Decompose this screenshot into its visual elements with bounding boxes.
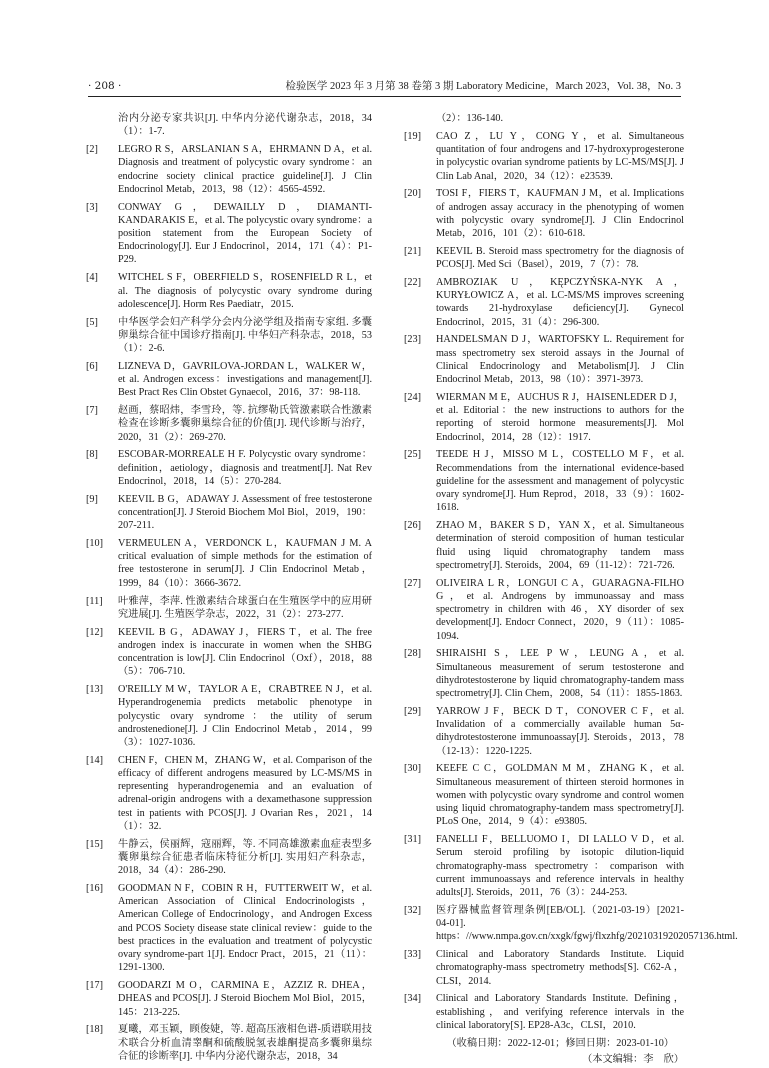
reference-text: Clinical and Laboratory Standards Institute. Liquid chromatography-mass spectrometry methods[S]. C62-A，CLSI，2014.	[436, 949, 684, 987]
reference-text: KEEVIL B G，ADAWAY J，FIERS T，et al. The free androgen index is inaccurate in women when the SHBG concentration is low[J]. Clin Endocrinol（Oxf），2018，88（5）：706-710.	[118, 626, 372, 678]
reference-entry	[404, 276, 684, 329]
reference-entry	[404, 333, 684, 386]
reference-entry	[86, 271, 372, 311]
reference-entry	[86, 838, 372, 878]
reference-entry	[404, 391, 684, 444]
reference-text: 叶雅萍，李萍. 性激素结合球蛋白在生殖医学中的应用研究进展[J]. 生殖医学杂志，2022，31（2）：273-277.	[118, 595, 372, 620]
reference-number: [31]	[404, 834, 421, 846]
received-revised-dates: （收稿日期：2022-12-01；修回日期：2023-01-10）	[446, 1037, 674, 1049]
reference-text: TOSI F，FIERS T，KAUFMAN J M，et al. Implications of androgen assay accuracy in the phenotyping of women with polycystic ovary syndrome[J]. J Clin Endocrinol Metab，2016，101（2）：610-618.	[436, 188, 684, 239]
reference-text: SHIRAISHI S，LEE P W，LEUNG A，et al. Simultaneous measurement of serum testosterone and dihydrotestosterone by liquid chromatography-tandem mass spectrometry[J]. Clin Chem，2008，54（11）：1855-1863.	[436, 648, 684, 699]
reference-number: [20]	[404, 188, 421, 200]
reference-number: [9]	[86, 493, 98, 505]
reference-entry	[404, 948, 684, 988]
reference-text: 治内分泌专家共识[J]. 中华内分泌代谢杂志，2018，34（1）：1-7.	[118, 113, 372, 138]
reference-number: [14]	[86, 754, 103, 766]
reference-number: [17]	[86, 980, 103, 992]
reference-text: CAO Z，LU Y，CONG Y，et al. Simultaneous quantitation of four androgens and 17-hydroxyprogesterone in polycystic ovarian syndrome patients by LC-MS/MS[J]. J Clin Lab Anal，2020，34（12）：e23539.	[436, 130, 684, 182]
reference-number: [5]	[86, 316, 98, 328]
reference-number: [2]	[86, 144, 98, 156]
reference-text: ESCOBAR-MORREALE H F. Polycystic ovary syndrome：definition，aetiology，diagnosis and treatment[J]. Nat Rev Endocrinol，2018，14（5）：270-284.	[118, 449, 372, 487]
reference-number: [19]	[404, 130, 421, 142]
reference-entry	[86, 979, 372, 1019]
reference-text: LEGRO R S，ARSLANIAN S A，EHRMANN D A，et al. Diagnosis and treatment of polycystic ovary syndrome：an endocrine society clinical practice guideline[J]. J Clin Endocrinol Metab，2013，98（12）：4565-4592.	[118, 144, 372, 195]
reference-entry	[86, 626, 372, 679]
reference-text: CONWAY G，DEWAILLY D，DIAMANTI-KANDARAKIS E，et al. The polycystic ovary syndrome：a position statement from the European Society of Endocrinology[J]. Eur J Endocrinol，2014，171（4）：P1-P29.	[118, 201, 372, 266]
reference-text: AMBROZIAK U，KĘPCZYŃSKA-NYK A，KURYŁOWICZ A，et al. LC-MS/MS improves screening towards 21-hydroxylase deficiency[J]. Gynecol Endocrinol，2015，31（4）：296-300.	[436, 276, 684, 328]
reference-text: HANDELSMAN D J，WARTOFSKY L. Requirement for mass spectrometry sex steroid assays in the Journal of Clinical Endocrinology and Metabolism[J]. J Clin Endocrinol Metab，2013，98（10）：3971-3973.	[436, 334, 684, 386]
reference-text: OLIVEIRA L R，LONGUI C A，GUARAGNA-FILHO G，et al. Androgens by immunoassay and mass spectrometry in children with 46，XY disorder of sex development[J]. Endocr Connect，2020，9（11）：1085-1094.	[436, 577, 684, 642]
journal-running-head: 检验医学 2023 年 3 月第 38 卷第 3 期 Laboratory Medicine，March 2023，Vol. 38，No. 3	[285, 81, 681, 92]
reference-number: [7]	[86, 405, 98, 417]
reference-entry	[404, 904, 738, 944]
reference-text: KEEVIL B. Steroid mass spectrometry for the diagnosis of PCOS[J]. Med Sci（Basel），2019，7（7）：78.	[436, 245, 684, 271]
reference-text: WITCHEL S F，OBERFIELD S，ROSENFIELD R L，et al. The diagnosis of polycystic ovary syndrome during adolescence[J]. Horm Res Paediatr，2015.	[118, 272, 372, 310]
reference-number: [23]	[404, 334, 421, 346]
reference-entry	[404, 992, 684, 1032]
reference-entry	[404, 245, 684, 271]
reference-entry	[86, 537, 372, 590]
reference-number: [24]	[404, 391, 421, 403]
reference-text: 中华医学会妇产科学分会内分泌学组及指南专家组. 多囊卵巢综合征中国诊疗指南[J]. 中华妇产科杂志，2018，53（1）：2-6.	[118, 316, 372, 354]
reference-entry	[404, 519, 684, 572]
reference-entry	[86, 360, 372, 400]
reference-text: 牛静云，侯丽辉，寇丽辉，等. 不同高雄激素血症表型多囊卵巢综合征患者临床特征分析[J]. 实用妇产科杂志，2018，34（4）：286-290.	[118, 838, 372, 877]
reference-number: [13]	[86, 684, 103, 696]
reference-number: [18]	[86, 1024, 103, 1036]
reference-text: GOODMAN N F，COBIN R H，FUTTERWEIT W，et al. American Association of Clinical Endocrinologists，American College of Endocrinology，and Androgen Excess and PCOS Society disease state clinical review：guide to the best practices in the evaluation and treatment of polycystic ovary syndrome-part 1[J]. Endocr Pract，2015，21（11）：1291-1300.	[118, 883, 372, 974]
reference-number: [30]	[404, 763, 421, 775]
reference-number: [27]	[404, 577, 421, 589]
reference-entry	[86, 404, 372, 444]
reference-number: [11]	[86, 595, 103, 607]
reference-text: TEEDE H J，MISSO M L，COSTELLO M F，et al. Recommendations from the international evidence-based guideline for the assessment and management of polycystic ovary syndrome[J]. Hum Reprod，2018，33（9）：1602-1618.	[436, 449, 684, 514]
reference-number: [26]	[404, 520, 421, 532]
reference-number: [25]	[404, 449, 421, 461]
right-reference-column	[404, 112, 738, 1066]
reference-entry	[404, 448, 684, 514]
reference-number: [15]	[86, 838, 103, 850]
reference-entry	[86, 143, 372, 196]
reference-text: GOODARZI M O，CARMINA E，AZZIZ R. DHEA，DHEAS and PCOS[J]. J Steroid Biochem Mol Biol，2015，145：213-225.	[118, 980, 372, 1018]
reference-text: VERMEULEN A，VERDONCK L，KAUFMAN J M. A critical evaluation of simple methods for the estimation of free testosterone in serum[J]. J Clin Endocrinol Metab，1999，84（10）：3666-3672.	[118, 538, 372, 589]
reference-text: YARROW J F，BECK D T，CONOVER C F，et al. Invalidation of a commercially available human 5α-dihydrotestosterone immunoassay[J]. Steroids，2013，78（12-13）：1220-1225.	[436, 705, 684, 757]
reference-number: [6]	[86, 360, 98, 372]
reference-text: O'REILLY M W，TAYLOR A E，CRABTREE N J，et al. Hyperandrogenemia predicts metabolic phenotype in polycystic ovary syndrome：the utility of serum androstenedione[J]. J Clin Endocrinol Metab，2014，99（3）：1027-1036.	[118, 684, 372, 748]
reference-number: [8]	[86, 449, 98, 461]
reference-entry	[86, 683, 372, 749]
reference-text: LIZNEVA D，GAVRILOVA-JORDAN L，WALKER W，et al. Androgen excess：investigations and management[J]. Best Pract Res Clin Obstet Gynaecol，2016，37：98-118.	[118, 360, 372, 399]
reference-text: KEEVIL B G，ADAWAY J. Assessment of free testosterone concentration[J]. J Steroid Biochem Mol Biol，2019，190：207-211.	[118, 493, 372, 532]
reference-number: [32]	[404, 904, 421, 916]
reference-text: KEEFE C C，GOLDMAN M M，ZHANG K，et al. Simultaneous measurement of thirteen steroid hormones in women with polycystic ovary syndrome and control women using liquid chromatography-tandem mass spectrometry[J]. PLoS One，2014，9（4）：e93805.	[436, 763, 684, 828]
reference-number: [34]	[404, 993, 421, 1005]
reference-number: [22]	[404, 276, 421, 288]
reference-entry	[404, 705, 684, 758]
reference-entry	[86, 882, 372, 974]
reference-entry	[404, 130, 684, 183]
reference-number: [12]	[86, 626, 103, 638]
reference-text: WIERMAN M E，AUCHUS R J，HAISENLEDER D J，et al. Editorial：the new instructions to authors for the reporting of steroid hormone measurements[J]. Mol Endocrinol，2014，28（12）：1917.	[436, 391, 684, 443]
reference-entry	[86, 316, 372, 356]
reference-text: 赵画，蔡昭炜，李雪玲，等. 抗缪勒氏管激素联合性激素检查在诊断多囊卵巢综合征的价值[J]. 现代诊断与治疗，2020，31（2）：269-270.	[118, 405, 372, 443]
reference-entry	[404, 762, 684, 828]
page-number: · 208 ·	[88, 80, 122, 92]
reference-number: [29]	[404, 705, 421, 717]
reference-number: [28]	[404, 648, 421, 660]
reference-number: [3]	[86, 201, 98, 213]
reference-entry	[86, 448, 372, 488]
reference-number: [16]	[86, 883, 103, 895]
reference-text: ZHAO M，BAKER S D，YAN X，et al. Simultaneous determination of steroid composition of human testicular fluid using liquid chromatography tandem mass spectrometry[J]. Steroids，2004，69（11-12）：721-726.	[436, 520, 684, 571]
reference-entry	[404, 647, 684, 700]
reference-number: [4]	[86, 272, 98, 284]
editor-note: （本文编辑：李 欣）	[582, 1053, 684, 1065]
reference-entry	[86, 493, 372, 533]
page-header	[88, 78, 681, 97]
reference-text: FANELLI F，BELLUOMO I，DI LALLO V D，et al. Serum steroid profiling by isotopic dilution-liquid chromatography-mass spectrometry：comparison with current immunoassays and reference intervals in healthy adults[J]. Steroids，2011，76（3）：244-253.	[436, 834, 684, 898]
reference-entry	[86, 201, 372, 267]
reference-number: [33]	[404, 949, 421, 961]
reference-text: 医疗器械监督管理条例[EB/OL].（2021-03-19）[2021-04-01]. https：//www.nmpa.gov.cn/xxgk/fgwj/flxzhfg/20210319202057136.html.	[436, 904, 738, 943]
reference-text: 夏曦，邓玉颖，顾俊婕，等. 超高压液相色谱-质谱联用技术联合分析血清睾酮和硫酸脱氢表雄酮提高多囊卵巢综合征的诊断率[J]. 中华内分泌代谢杂志，2018，34	[118, 1024, 372, 1062]
left-reference-column	[86, 112, 372, 1068]
reference-entry	[86, 595, 372, 621]
reference-entry	[86, 1023, 372, 1063]
reference-entry	[404, 112, 684, 125]
reference-entry	[404, 187, 684, 240]
reference-text: （2）：136-140.	[436, 113, 504, 124]
reference-number: [21]	[404, 245, 421, 257]
reference-entry	[404, 833, 684, 899]
reference-text: CHEN F，CHEN M，ZHANG W，et al. Comparison of the efficacy of different androgens measured by LC-MS/MS in representing hyperandrogenemia and an evaluation of adrenal-origin androgens with a dexamethasone suppression test in patients with PCOS[J]. J Ovarian Res，2021，14（1）：32.	[118, 754, 372, 832]
reference-entry	[404, 577, 684, 643]
reference-entry	[86, 754, 372, 833]
reference-number: [10]	[86, 538, 103, 550]
reference-text: Clinical and Laboratory Standards Institute. Defining，establishing，and verifying reference intervals in the clinical laboratory[S]. EP28-A3c，CLSI，2010.	[436, 993, 684, 1031]
reference-entry	[86, 112, 372, 138]
